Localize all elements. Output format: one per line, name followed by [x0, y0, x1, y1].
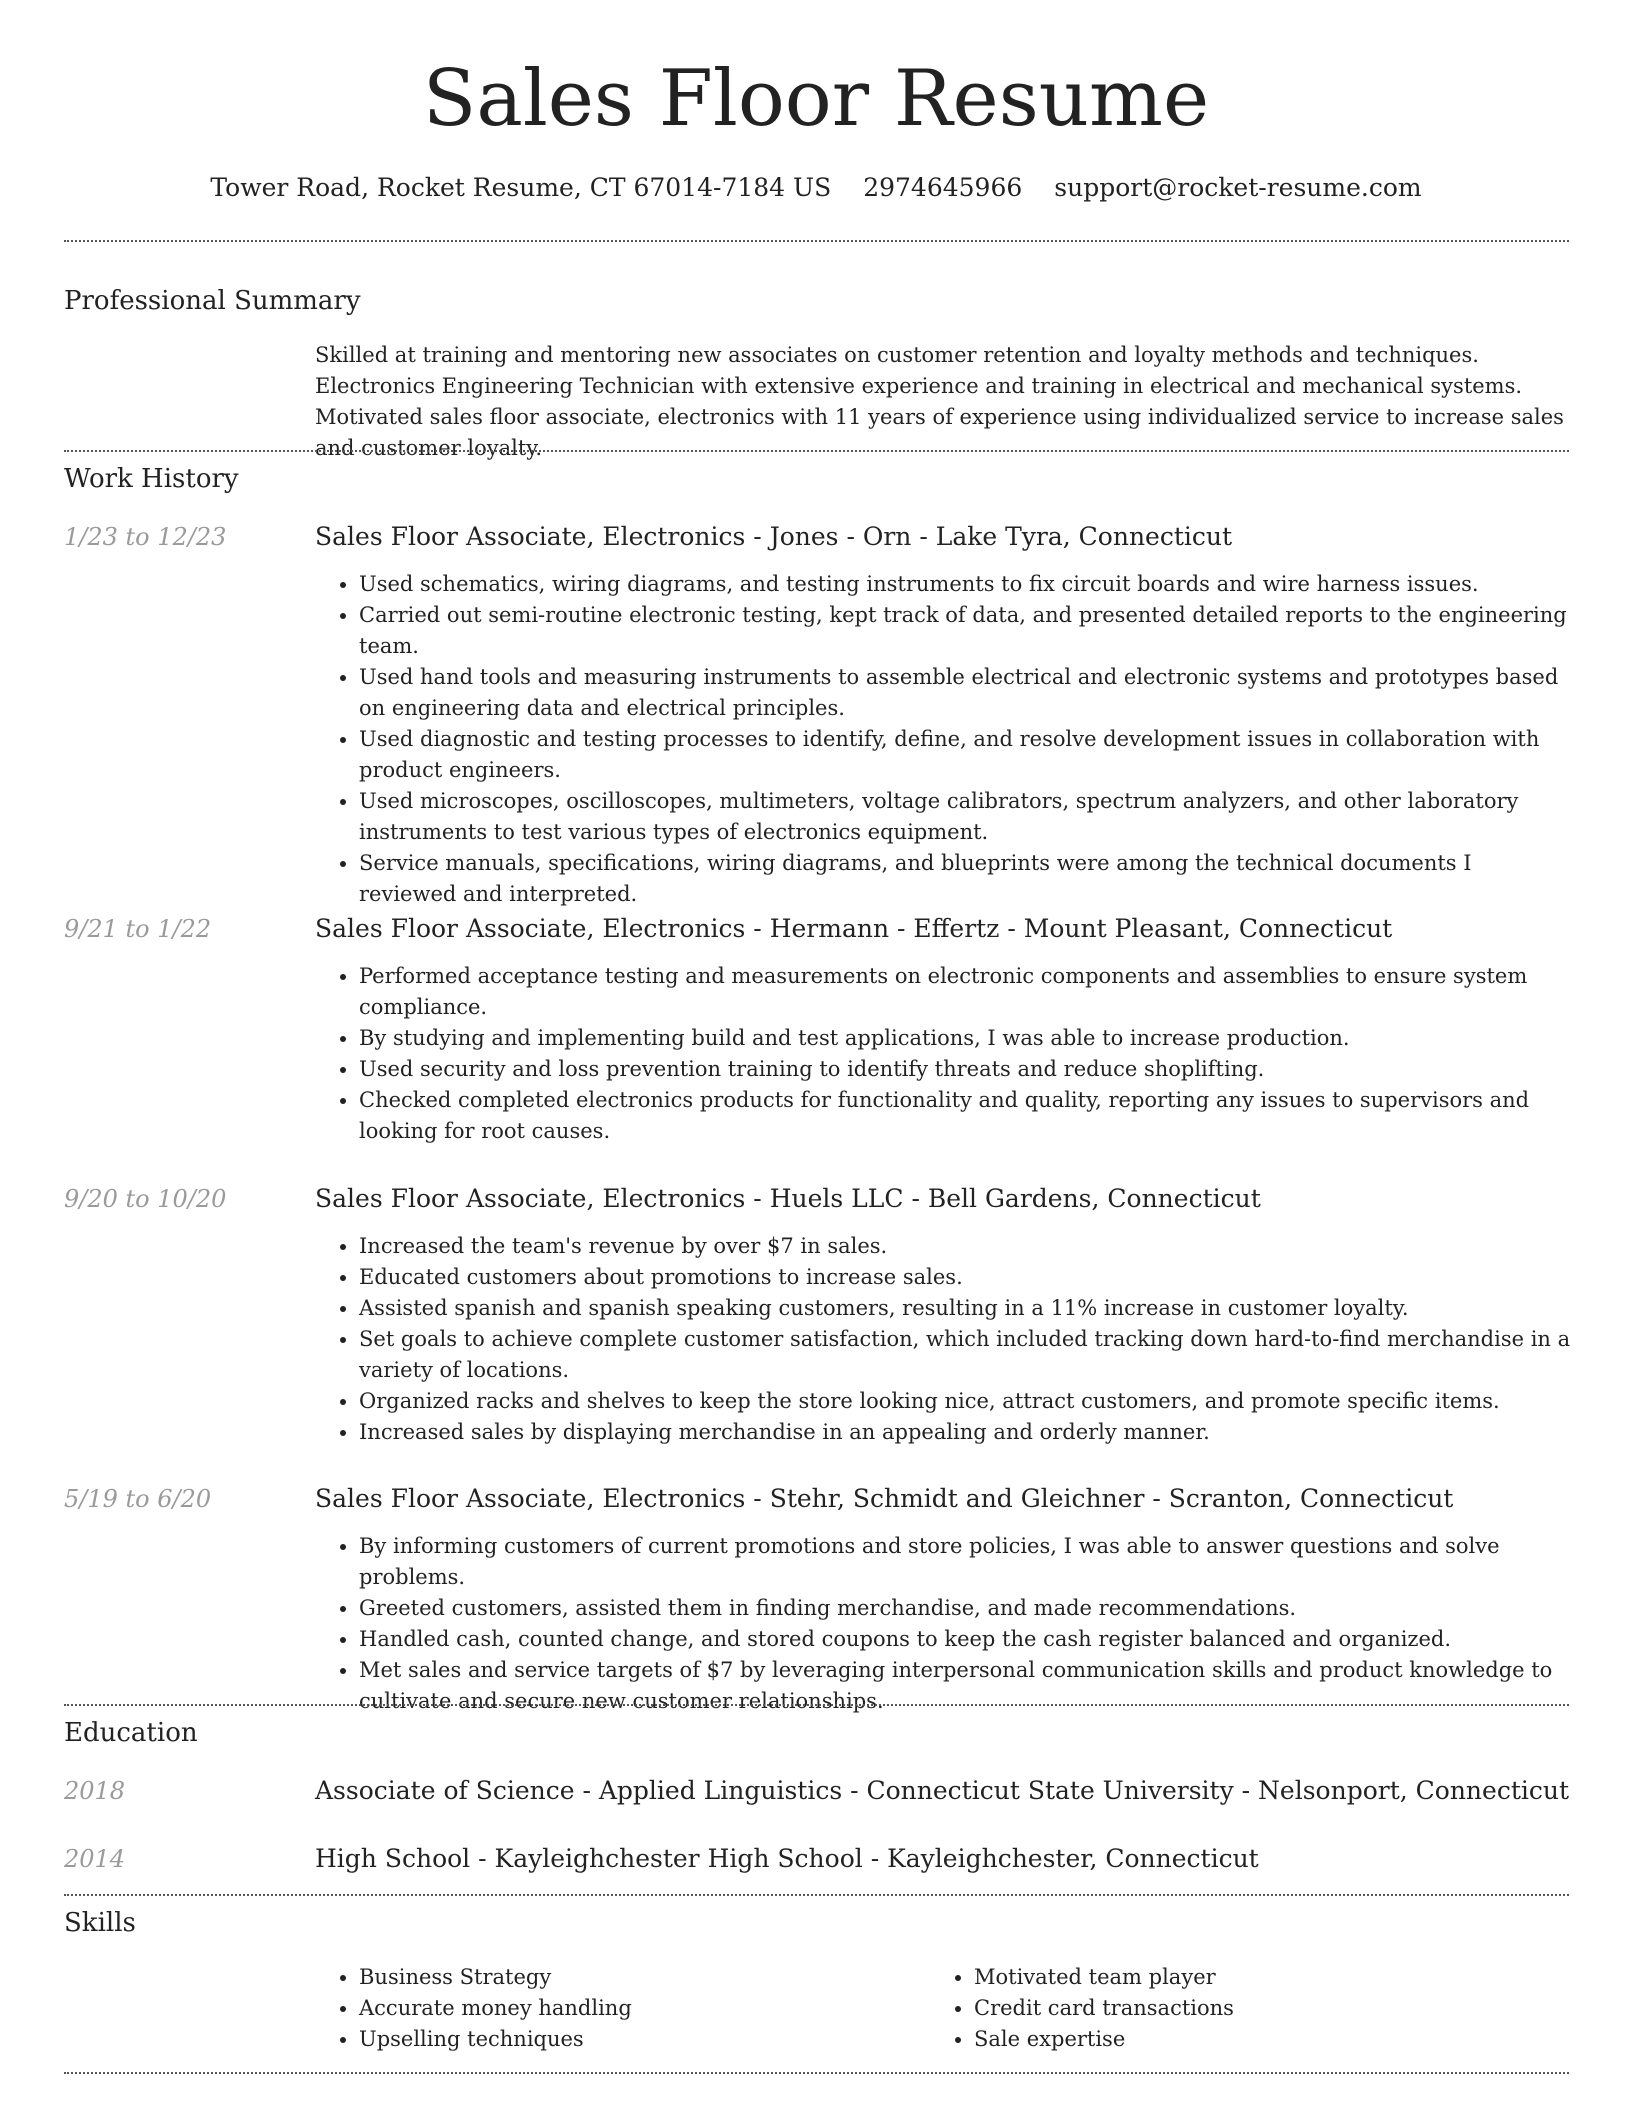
divider: [64, 450, 1569, 452]
skill-item: • Motivated team player: [974, 1962, 1490, 1993]
skill-item: • Accurate money handling: [359, 1993, 875, 2024]
job-bullet: • Used security and loss prevention training to identify threats and reduce shoplifting.: [359, 1054, 1575, 1085]
job-bullet: • Greeted customers, assisted them in finding merchandise, and made recommendations.: [359, 1593, 1575, 1624]
job-bullets: [315, 1231, 1575, 1448]
divider: [64, 1894, 1569, 1896]
job-dates: 9/20 to 10/20: [64, 1185, 227, 1213]
job-title: Sales Floor Associate, Electronics - Huels LLC - Bell Gardens, Connecticut: [315, 1184, 1261, 1213]
job-dates: 9/21 to 1/22: [64, 915, 212, 943]
job-bullet: • Set goals to achieve complete customer satisfaction, which included tracking down hard-to-find merchandise in a variety of locations.: [359, 1324, 1575, 1386]
contact-phone: 2974645966: [863, 173, 1023, 202]
job-title: Sales Floor Associate, Electronics - Stehr, Schmidt and Gleichner - Scranton, Connecticut: [315, 1484, 1454, 1513]
job-bullets: [315, 1531, 1575, 1717]
skill-item: • Business Strategy: [359, 1962, 875, 1993]
job-bullet: • Used microscopes, oscilloscopes, multimeters, voltage calibrators, spectrum analyzers, and other laboratory instruments to test various types of electronics equipment.: [359, 786, 1575, 848]
job-bullets: [315, 569, 1575, 910]
job-title: Sales Floor Associate, Electronics - Hermann - Effertz - Mount Pleasant, Connecticut: [315, 914, 1393, 943]
work-history-title: Work History: [64, 464, 239, 494]
job-bullet: • Educated customers about promotions to increase sales.: [359, 1262, 1575, 1293]
contact-address: Tower Road, Rocket Resume, CT 67014-7184 US: [210, 173, 832, 202]
job-title: Sales Floor Associate, Electronics - Jones - Orn - Lake Tyra, Connecticut: [315, 522, 1233, 551]
skill-item: • Credit card transactions: [974, 1993, 1490, 2024]
job-bullet: • Increased sales by displaying merchandise in an appealing and orderly manner.: [359, 1417, 1575, 1448]
job-bullet: • By informing customers of current promotions and store policies, I was able to answer questions and solve problems.: [359, 1531, 1575, 1593]
job-bullet: • Organized racks and shelves to keep the store looking nice, attract customers, and promote specific items.: [359, 1386, 1575, 1417]
education-entry: Associate of Science - Applied Linguistics - Connecticut State University - Nelsonport, Connecticut: [315, 1776, 1570, 1805]
divider: [64, 1704, 1569, 1706]
education-entry: High School - Kayleighchester High School - Kayleighchester, Connecticut: [315, 1844, 1259, 1873]
job-bullets: [315, 961, 1575, 1147]
job-bullet: • Handled cash, counted change, and stored coupons to keep the cash register balanced and organized.: [359, 1624, 1575, 1655]
skill-item: • Upselling techniques: [359, 2024, 875, 2055]
job-dates: 5/19 to 6/20: [64, 1485, 212, 1513]
skills-list-right: [930, 1962, 1490, 2055]
job-bullet: • Increased the team's revenue by over $7 in sales.: [359, 1231, 1575, 1262]
skill-item: • Sale expertise: [974, 2024, 1490, 2055]
divider: [64, 240, 1569, 242]
skills-list-left: [315, 1962, 875, 2055]
job-bullet: • Used hand tools and measuring instruments to assemble electrical and electronic systems and prototypes based on engineering data and electrical principles.: [359, 662, 1575, 724]
contact-email: support@rocket-resume.com: [1054, 173, 1422, 202]
education-year: 2014: [64, 1845, 126, 1873]
contact-info: [0, 170, 1632, 206]
job-bullet: • Assisted spanish and spanish speaking customers, resulting in a 11% increase in customer loyalty.: [359, 1293, 1575, 1324]
resume-name: Sales Floor Resume: [422, 54, 1210, 144]
job-dates: 1/23 to 12/23: [64, 523, 227, 551]
job-bullet: • Service manuals, specifications, wiring diagrams, and blueprints were among the technical documents I reviewed and interpreted.: [359, 848, 1575, 910]
job-bullet: • Used schematics, wiring diagrams, and testing instruments to fix circuit boards and wire harness issues.: [359, 569, 1575, 600]
skills-title: Skills: [64, 1908, 136, 1938]
job-bullet: • Met sales and service targets of $7 by leveraging interpersonal communication skills and product knowledge to cultivate and secure new customer relationships.: [359, 1655, 1575, 1717]
education-title: Education: [64, 1718, 198, 1748]
job-bullet: • By studying and implementing build and test applications, I was able to increase production.: [359, 1023, 1575, 1054]
job-bullet: • Used diagnostic and testing processes to identify, define, and resolve development issues in collaboration with product engineers.: [359, 724, 1575, 786]
job-bullet: • Checked completed electronics products for functionality and quality, reporting any issues to supervisors and looking for root causes.: [359, 1085, 1575, 1147]
summary-text: Skilled at training and mentoring new associates on customer retention and loyalty methods and techniques. Electronics Engineering Technician with extensive experience and training in electrical and mechanical systems. Motivated sales floor associate, electronics with 11 years of experience using individualized service to increase sales and customer loyalty.: [315, 343, 1564, 460]
summary-title: Professional Summary: [64, 286, 361, 316]
job-bullet: • Performed acceptance testing and measurements on electronic components and assemblies to ensure system compliance.: [359, 961, 1575, 1023]
divider: [64, 2072, 1569, 2074]
job-bullet: • Carried out semi-routine electronic testing, kept track of data, and presented detailed reports to the engineering team.: [359, 600, 1575, 662]
education-year: 2018: [64, 1777, 126, 1805]
